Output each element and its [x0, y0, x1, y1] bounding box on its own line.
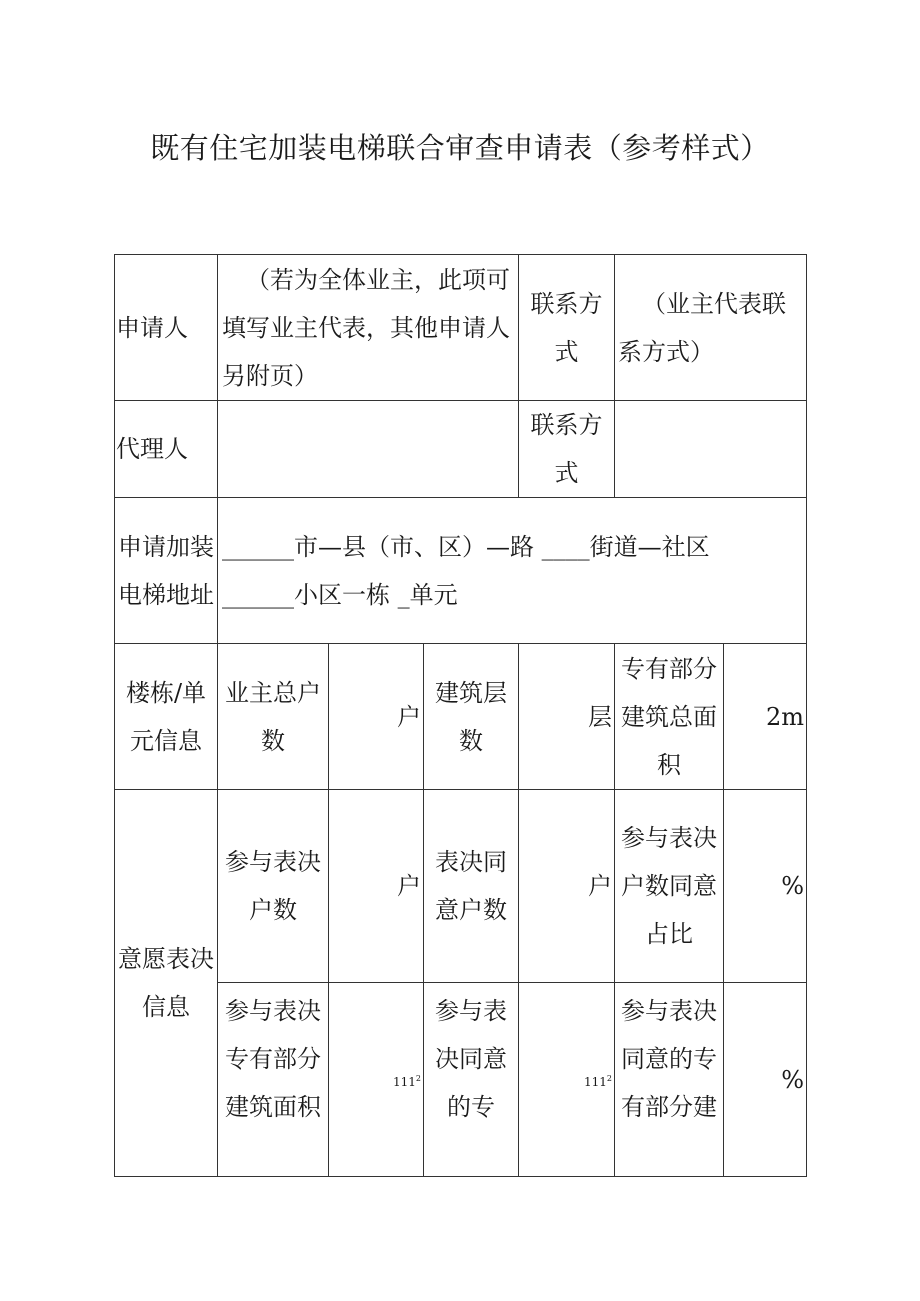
address-line-1: ______市—县（市、区）—路 ____街道—社区 [222, 532, 710, 561]
participating-households-label: 参与表决户数 [218, 790, 329, 983]
agent-contact-label: 联系方式 [519, 401, 615, 498]
agree-households-ratio-unit: % [781, 872, 804, 900]
applicant-value-cell[interactable] [218, 255, 519, 401]
participating-area-unit: $111^2$ [393, 1073, 421, 1089]
application-form-table [114, 254, 807, 1177]
households-label: 业主总户数 [218, 644, 329, 790]
applicant-contact-cell[interactable] [615, 255, 807, 401]
floors-value-cell[interactable] [519, 644, 615, 790]
agent-contact-cell[interactable] [615, 401, 807, 498]
applicant-contact-label: 联系方式 [519, 255, 615, 401]
agree-area-unit: $111^2$ [584, 1073, 612, 1089]
applicant-note: （若为全体业主，此项可填写业主代表，其他申请人另附页） [222, 265, 510, 390]
agree-area-label: 参与表决同意的专 [424, 983, 519, 1177]
area-label: 专有部分建筑总面积 [615, 644, 724, 790]
form-title: 既有住宅加装电梯联合审查申请表（参考样式） [150, 131, 770, 165]
participating-households-value-cell[interactable] [329, 790, 424, 983]
agree-area-ratio-label: 参与表决同意的专有部分建 [615, 983, 724, 1177]
vote-area-row [115, 983, 807, 1177]
agent-row [115, 401, 807, 498]
address-label: 申请加装电梯地址 [115, 498, 218, 644]
agent-value-cell[interactable] [218, 401, 519, 498]
area-value-cell[interactable] [724, 644, 807, 790]
vote-households-row [115, 790, 807, 983]
agree-households-unit: 户 [588, 872, 612, 900]
applicant-contact-note: （业主代表联系方式） [618, 289, 786, 366]
agree-area-value-cell[interactable] [519, 983, 615, 1177]
agree-area-ratio-value-cell[interactable] [724, 983, 807, 1177]
agree-households-value-cell[interactable] [519, 790, 615, 983]
building-row [115, 644, 807, 790]
address-row [115, 498, 807, 644]
participating-area-value-cell[interactable] [329, 983, 424, 1177]
building-label: 楼栋/单元信息 [115, 644, 218, 790]
floors-unit: 层 [588, 702, 612, 731]
vote-label: 意愿表决信息 [115, 790, 218, 1177]
applicant-row [115, 255, 807, 401]
agent-label: 代理人 [115, 401, 218, 498]
participating-area-label: 参与表决专有部分建筑面积 [218, 983, 329, 1177]
applicant-label: 申请人 [115, 255, 218, 401]
floors-label: 建筑层数 [424, 644, 519, 790]
agree-households-ratio-label: 参与表决户数同意占比 [615, 790, 724, 983]
address-value-cell[interactable] [218, 498, 807, 644]
households-value-cell[interactable] [329, 644, 424, 790]
participating-households-unit: 户 [397, 872, 421, 900]
address-line-2: ______小区一栋 _单元 [222, 580, 458, 609]
agree-area-ratio-unit: % [781, 1065, 804, 1094]
area-unit: 2m [765, 702, 804, 731]
agree-households-ratio-value-cell[interactable] [724, 790, 807, 983]
households-unit: 户 [397, 702, 421, 731]
agree-households-label: 表决同意户数 [424, 790, 519, 983]
